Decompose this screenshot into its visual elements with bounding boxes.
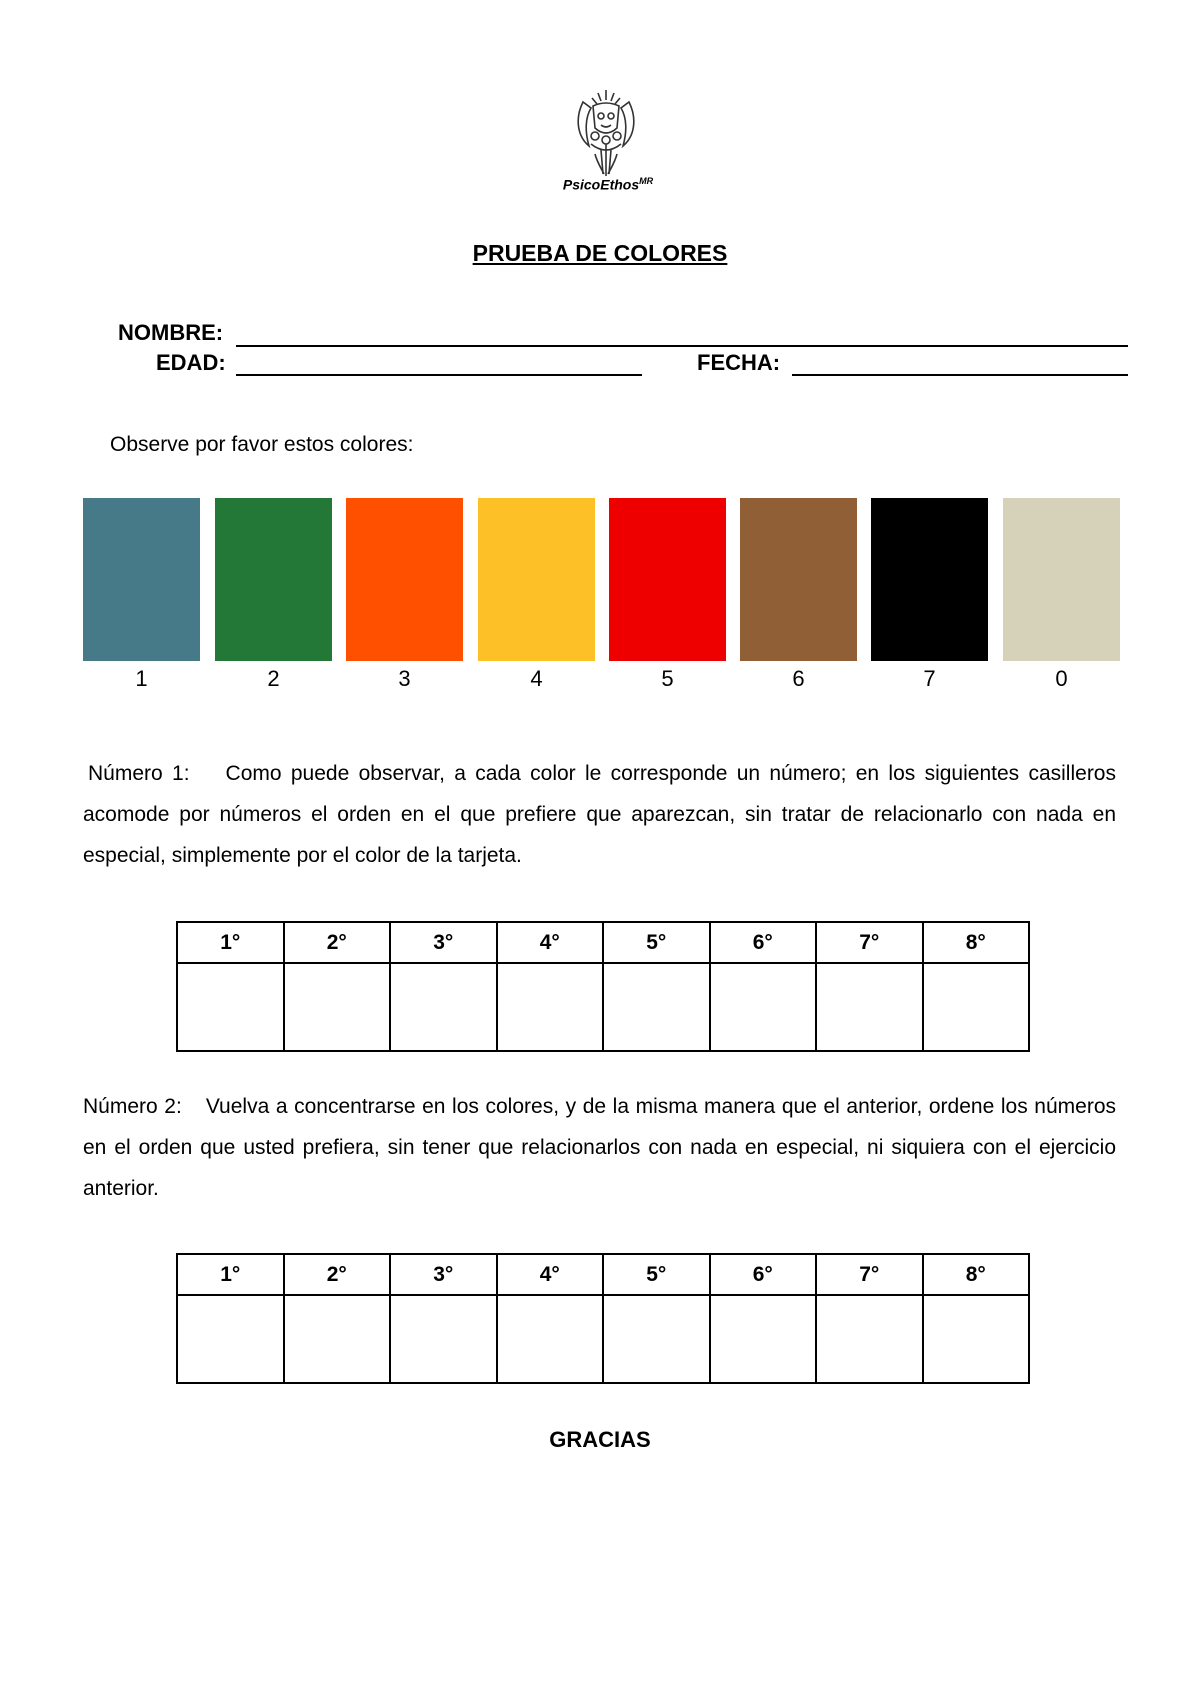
rank-cell[interactable]: [816, 1295, 923, 1383]
swatch-number: 2: [267, 666, 280, 691]
page-title: PRUEBA DE COLORES: [472, 240, 728, 266]
rank-header: 4°: [497, 1254, 604, 1295]
edad-field[interactable]: [236, 374, 642, 376]
intro-text: Observe por favor estos colores:: [110, 433, 414, 456]
rank-cell[interactable]: [816, 963, 923, 1051]
ranking-table-1: [176, 921, 1030, 1052]
rank-header: 6°: [710, 922, 817, 963]
swatch-1: [83, 498, 200, 661]
rank-header: 7°: [816, 922, 923, 963]
exercise-1-text: Como puede observar, a cada color le corresponde un número; en los siguientes casilleros acomode por números el orden en el que prefiere que aparezcan, sin tratar de relacionarlo con nada en especial, simplemente por el color de la tarjeta.: [83, 762, 1116, 867]
swatch-number: 4: [530, 666, 543, 691]
rank-header: 1°: [177, 922, 284, 963]
rank-cell[interactable]: [177, 1295, 284, 1383]
nombre-label: NOMBRE:: [118, 320, 224, 345]
rank-cell[interactable]: [390, 963, 497, 1051]
rank-header: 2°: [284, 1254, 391, 1295]
swatch-3: [346, 498, 463, 661]
rank-header: 7°: [816, 1254, 923, 1295]
rank-header: 3°: [390, 1254, 497, 1295]
swatch-7: [871, 498, 988, 661]
rank-cell[interactable]: [923, 963, 1030, 1051]
rank-header: 1°: [177, 1254, 284, 1295]
rank-cell[interactable]: [603, 1295, 710, 1383]
swatch-number: 5: [661, 666, 674, 691]
swatch-5: [609, 498, 726, 661]
closing-text: GRACIAS: [549, 1427, 651, 1452]
swatch-number: 0: [1055, 666, 1068, 691]
rank-cell[interactable]: [284, 1295, 391, 1383]
swatch-number: 3: [398, 666, 411, 691]
rank-cell[interactable]: [497, 1295, 604, 1383]
swatch-6: [740, 498, 857, 661]
logo-wordmark: PsicoEthos$^{MR}$: [562, 176, 654, 193]
rank-header: 2°: [284, 922, 391, 963]
fecha-label: FECHA:: [697, 350, 781, 375]
fecha-field[interactable]: [792, 374, 1128, 376]
rank-header: 5°: [603, 922, 710, 963]
swatch-2: [215, 498, 332, 661]
rank-cell[interactable]: [284, 963, 391, 1051]
swatch-0: [1003, 498, 1120, 661]
swatch-number: 7: [923, 666, 936, 691]
exercise-1-lead: Número 1:: [88, 762, 190, 785]
rank-header: 8°: [923, 922, 1030, 963]
rank-header: 5°: [603, 1254, 710, 1295]
rank-cell[interactable]: [710, 1295, 817, 1383]
crest-icon: [571, 88, 641, 180]
edad-label: EDAD:: [156, 350, 226, 375]
nombre-field[interactable]: [236, 345, 1128, 347]
swatch-number: 6: [792, 666, 805, 691]
swatch-number: 1: [135, 666, 148, 691]
rank-header: 8°: [923, 1254, 1030, 1295]
rank-cell[interactable]: [497, 963, 604, 1051]
exercise-2-text: Vuelva a concentrarse en los colores, y de la misma manera que el anterior, ordene los números en el orden que usted prefiera, sin tener que relacionarlos con nada en especial, ni siquiera con el ejercicio anterior.: [83, 1095, 1117, 1200]
exercise-2-lead: Número 2:: [83, 1095, 182, 1118]
rank-cell[interactable]: [923, 1295, 1030, 1383]
exercise-1-instructions: [83, 753, 1116, 876]
rank-header: 6°: [710, 1254, 817, 1295]
rank-header: 4°: [497, 922, 604, 963]
ranking-table-2: [176, 1253, 1030, 1384]
swatch-4: [478, 498, 595, 661]
rank-cell[interactable]: [177, 963, 284, 1051]
rank-header: 3°: [390, 922, 497, 963]
rank-cell[interactable]: [710, 963, 817, 1051]
rank-cell[interactable]: [390, 1295, 497, 1383]
exercise-2-instructions: [83, 1086, 1116, 1209]
rank-cell[interactable]: [603, 963, 710, 1051]
logo: [560, 88, 652, 198]
